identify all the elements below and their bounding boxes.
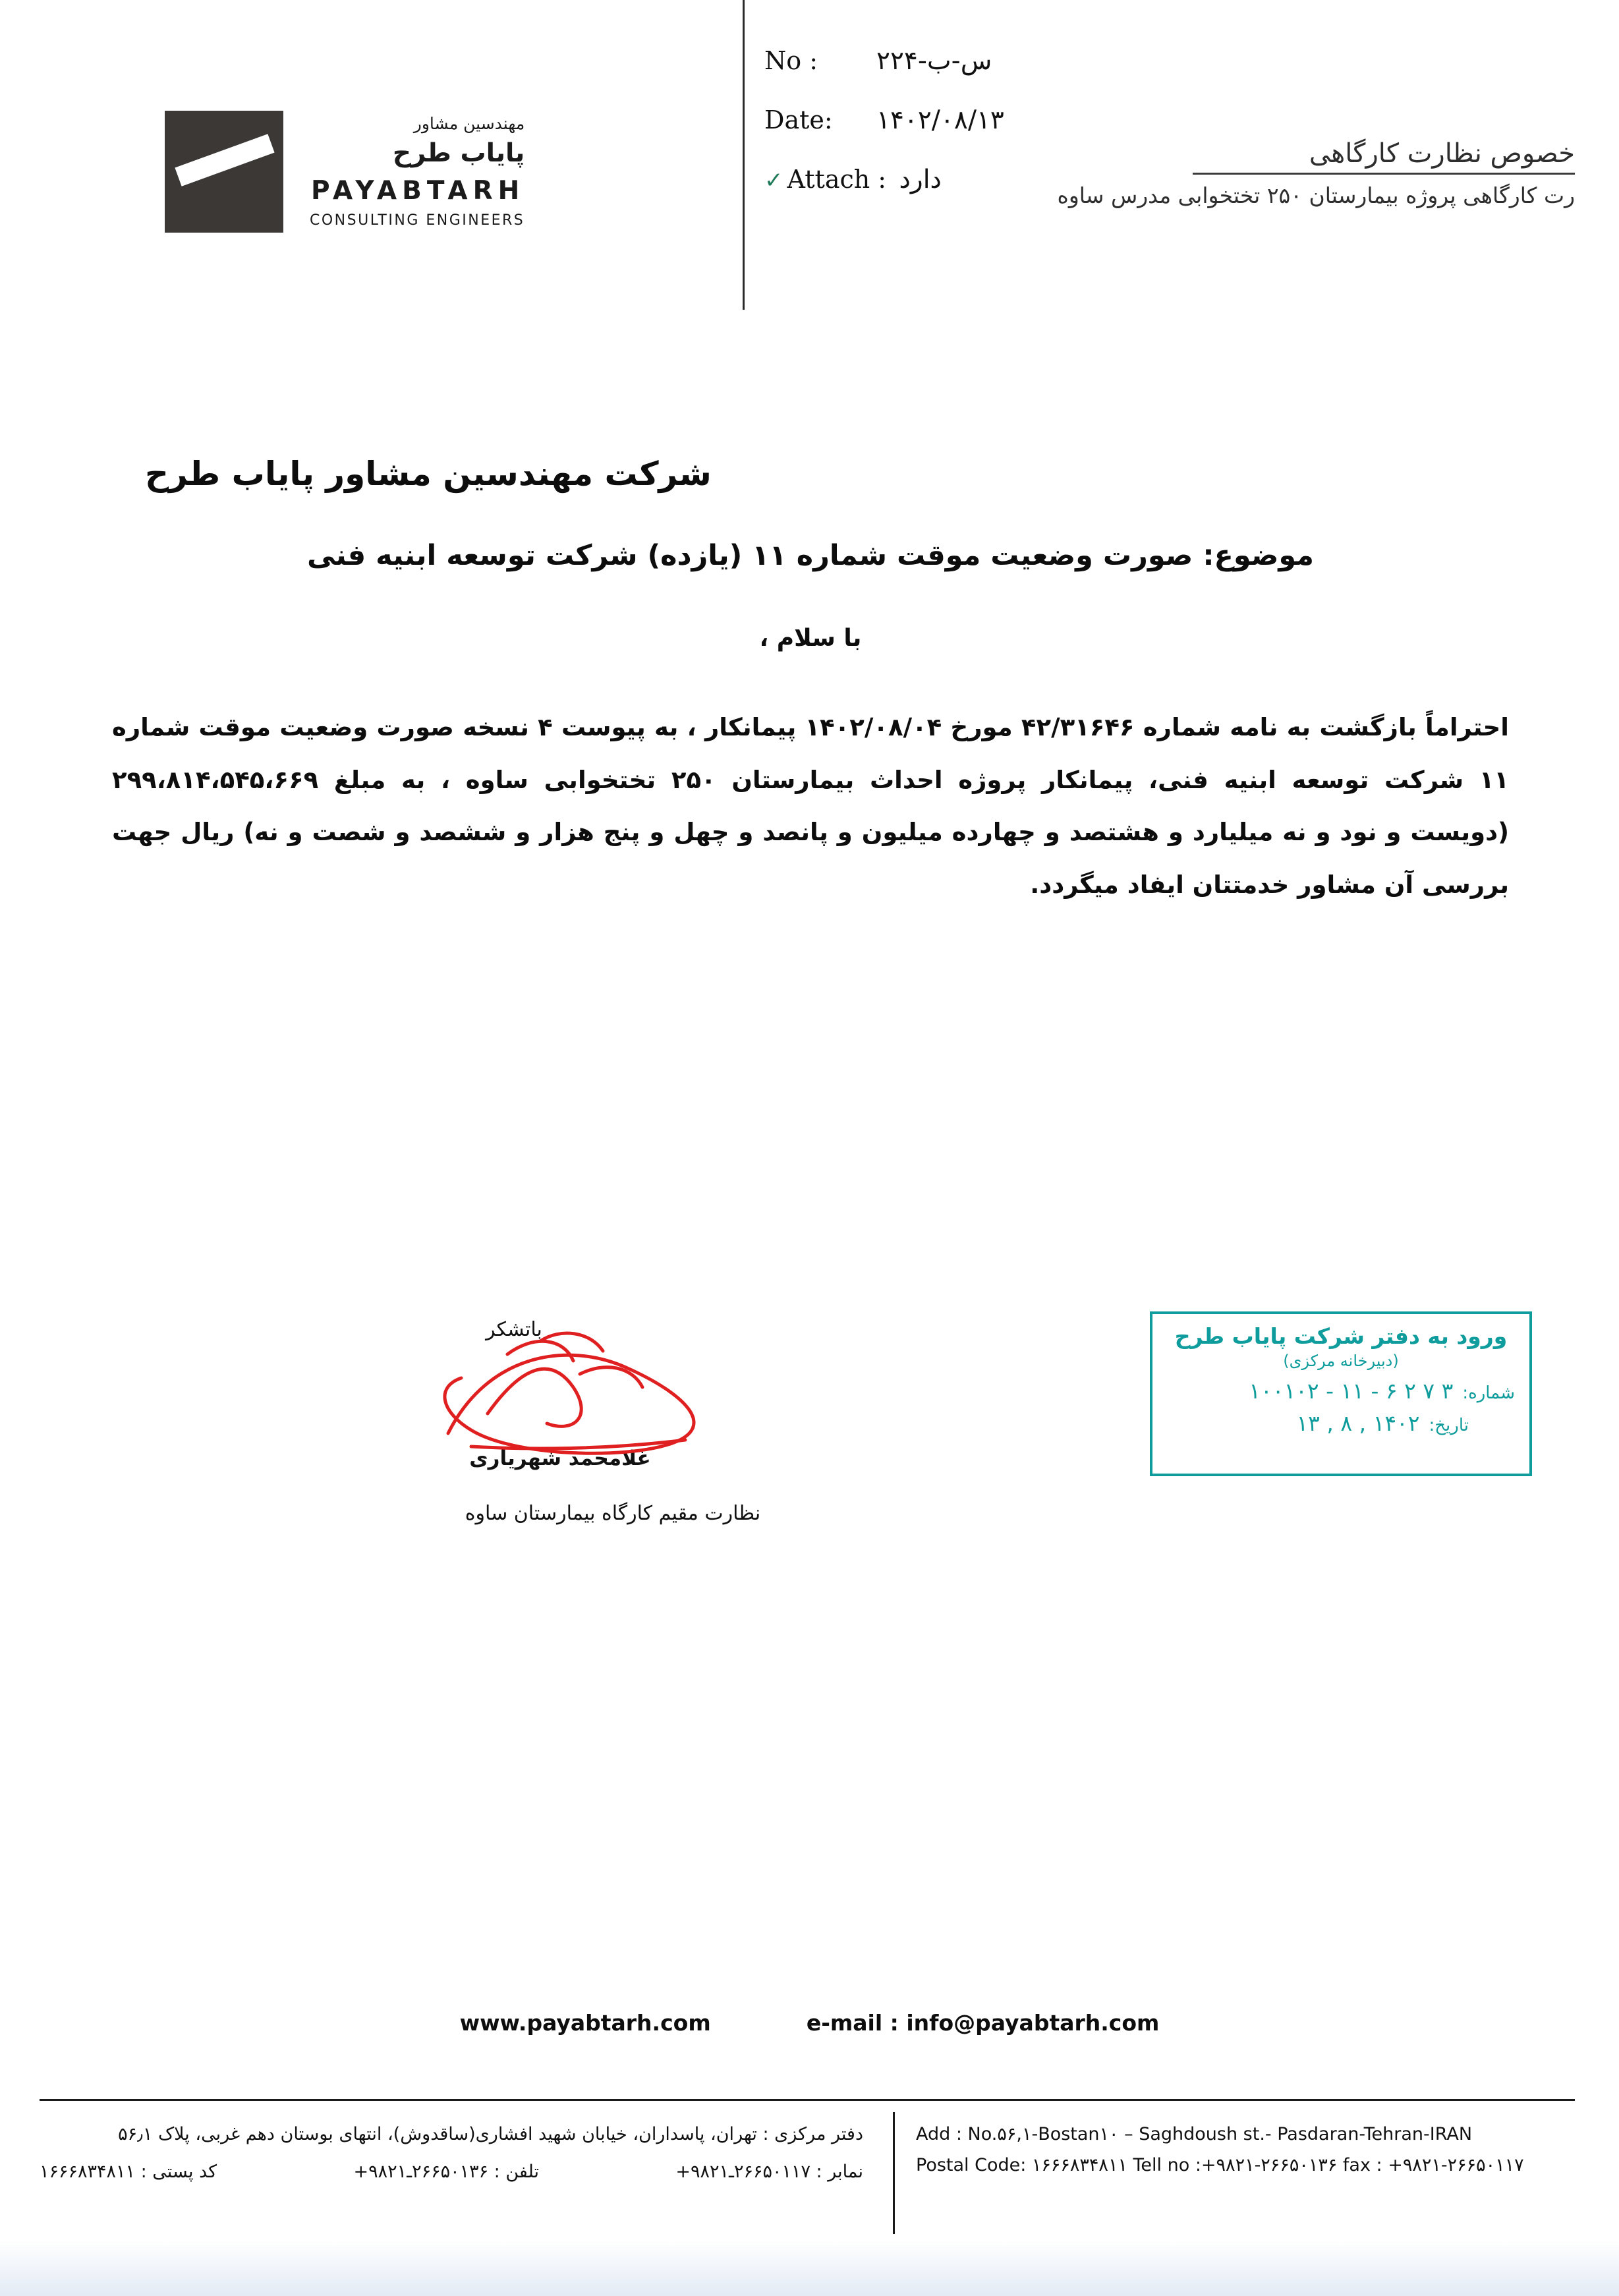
footer-contact-line xyxy=(0,2010,1619,2036)
footer-farsi-contacts xyxy=(40,2150,863,2187)
footer-english xyxy=(916,2119,1581,2181)
signatory-role: نظارت مقیم کارگاه بیمارستان ساوه xyxy=(465,1502,761,1525)
company-name-en: PAYABTARH xyxy=(310,175,525,206)
letterhead-divider xyxy=(743,0,745,310)
footer-divider xyxy=(40,2099,1575,2101)
salutation: با سلام ، xyxy=(759,625,862,652)
letterhead xyxy=(0,0,1619,310)
stamp-date-row xyxy=(1167,1410,1515,1436)
footer-farsi xyxy=(40,2119,863,2188)
date-label: Date: xyxy=(764,105,833,134)
company-tagline-en: CONSULTING ENGINEERS xyxy=(310,212,525,229)
handwritten-note xyxy=(962,138,1575,208)
handwritten-note-line2: رت کارگاهی پروژه بیمارستان ۲۵۰ تختخوابی مدرس ساوه xyxy=(1057,183,1575,208)
address-fa: دفتر مرکزی : تهران، پاسداران، خیابان شهید افشاری(ساقدوش)، انتهای بوستان دهم غربی، پلاک ۵۶٫۱ xyxy=(118,2124,863,2144)
contact-en: Postal Code: ۱۶۶۶۸۳۴۸۱۱ Tell no :+۹۸۲۱-۲۶۶۵۰۱۳۶ fax : +۹۸۲۱-۲۶۶۵۰۱۱۷ xyxy=(916,2155,1524,2176)
company-name-block xyxy=(310,113,525,229)
stamp-subtitle: (دبیرخانه مرکزی) xyxy=(1283,1352,1399,1370)
meta-row-number xyxy=(764,46,1173,76)
email-link[interactable]: e-mail : info@payabtarh.com xyxy=(806,2010,1160,2036)
company-name-fa-small: مهندسین مشاور xyxy=(413,113,525,133)
attach-label: Attach : xyxy=(787,165,887,194)
check-icon: ✓ xyxy=(764,167,783,194)
company-logo-block xyxy=(165,86,712,257)
subject-line: موضوع: صورت وضعیت موقت شماره ۱۱ (یازده) شرکت توسعه ابنیه فنی xyxy=(306,539,1314,572)
fax-fa: نمابر : ۲۶۶۵۰۱۱۷ـ۹۸۲۱+ xyxy=(675,2162,863,2183)
tel-fa: تلفن : ۲۶۶۵۰۱۳۶ـ۹۸۲۱+ xyxy=(353,2162,540,2183)
stamp-title: ورود به دفتر شرکت پایاب طرح xyxy=(1174,1323,1508,1349)
handwritten-signature xyxy=(382,1348,843,1447)
meta-row-date xyxy=(764,105,1173,135)
stamp-number-value: ۳ ۷ ۲ ۶ - ۱۱ - ۱۰۰۱۰۲ xyxy=(1249,1378,1454,1404)
stamp-date-value: ۱۴۰۲ , ۸ , ۱۳ xyxy=(1296,1410,1420,1436)
footer-columns xyxy=(40,2112,1575,2244)
footer-column-divider xyxy=(893,2112,895,2234)
number-label: No : xyxy=(764,46,818,75)
logo-slash-shape xyxy=(175,134,274,186)
incoming-mail-stamp xyxy=(1150,1311,1532,1476)
signature-thanks: باتشکر xyxy=(486,1318,542,1341)
scan-edge-tint xyxy=(0,2241,1619,2296)
signature-block xyxy=(382,1318,843,1525)
handwritten-underline xyxy=(1193,173,1575,175)
letter-body xyxy=(99,455,1522,911)
stamp-number-row xyxy=(1167,1378,1515,1404)
company-name-fa: پایاب طرح xyxy=(392,138,525,169)
number-value: ۲۲۴-س-ب xyxy=(876,46,992,76)
handwritten-note-line1: خصوص نظارت کارگاهی xyxy=(1309,138,1575,169)
website-link[interactable]: www.payabtarh.com xyxy=(459,2010,711,2036)
attach-value: دارد xyxy=(899,165,942,194)
address-en: Add : No.۵۶,۱-Bostan۱۰ – Saghdoush st.- Pasdaran-Tehran-IRAN xyxy=(916,2124,1473,2144)
payabtarh-logo-icon xyxy=(165,111,283,233)
stamp-date-label: تاریخ: xyxy=(1429,1416,1469,1435)
body-paragraph: احتراماً بازگشت به نامه شماره ۴۲/۳۱۶۴۶ مورخ ۱۴۰۲/۰۸/۰۴ پیمانکار ، به پیوست ۴ نسخه صورت وضعیت موقت شماره ۱۱ شرکت توسعه ابنیه فنی، پیمانکار پروژه احداث بیمارستان ۲۵۰ تختخوابی ساوه ، به مبلغ ۲۹۹،۸۱۴،۵۴۵،۶۶۹ (دویست و نود و نه میلیارد و هشتصد و چهارده میلیون و پانصد و چهل و پنج هزار و ششصد و شصت و نه) ریال جهت بررسی آن مشاور خدمتتان ایفاد میگردد. xyxy=(112,713,1509,899)
signatory-name: غلامحمد شهریاری xyxy=(469,1447,651,1470)
date-value: ۱۴۰۲/۰۸/۱۳ xyxy=(876,105,1004,135)
postal-fa: کد پستی : ۱۶۶۶۸۳۴۸۱۱ xyxy=(40,2162,217,2183)
stamp-number-label: شماره: xyxy=(1462,1383,1515,1403)
addressee: شرکت مهندسین مشاور پایاب طرح xyxy=(145,455,712,493)
